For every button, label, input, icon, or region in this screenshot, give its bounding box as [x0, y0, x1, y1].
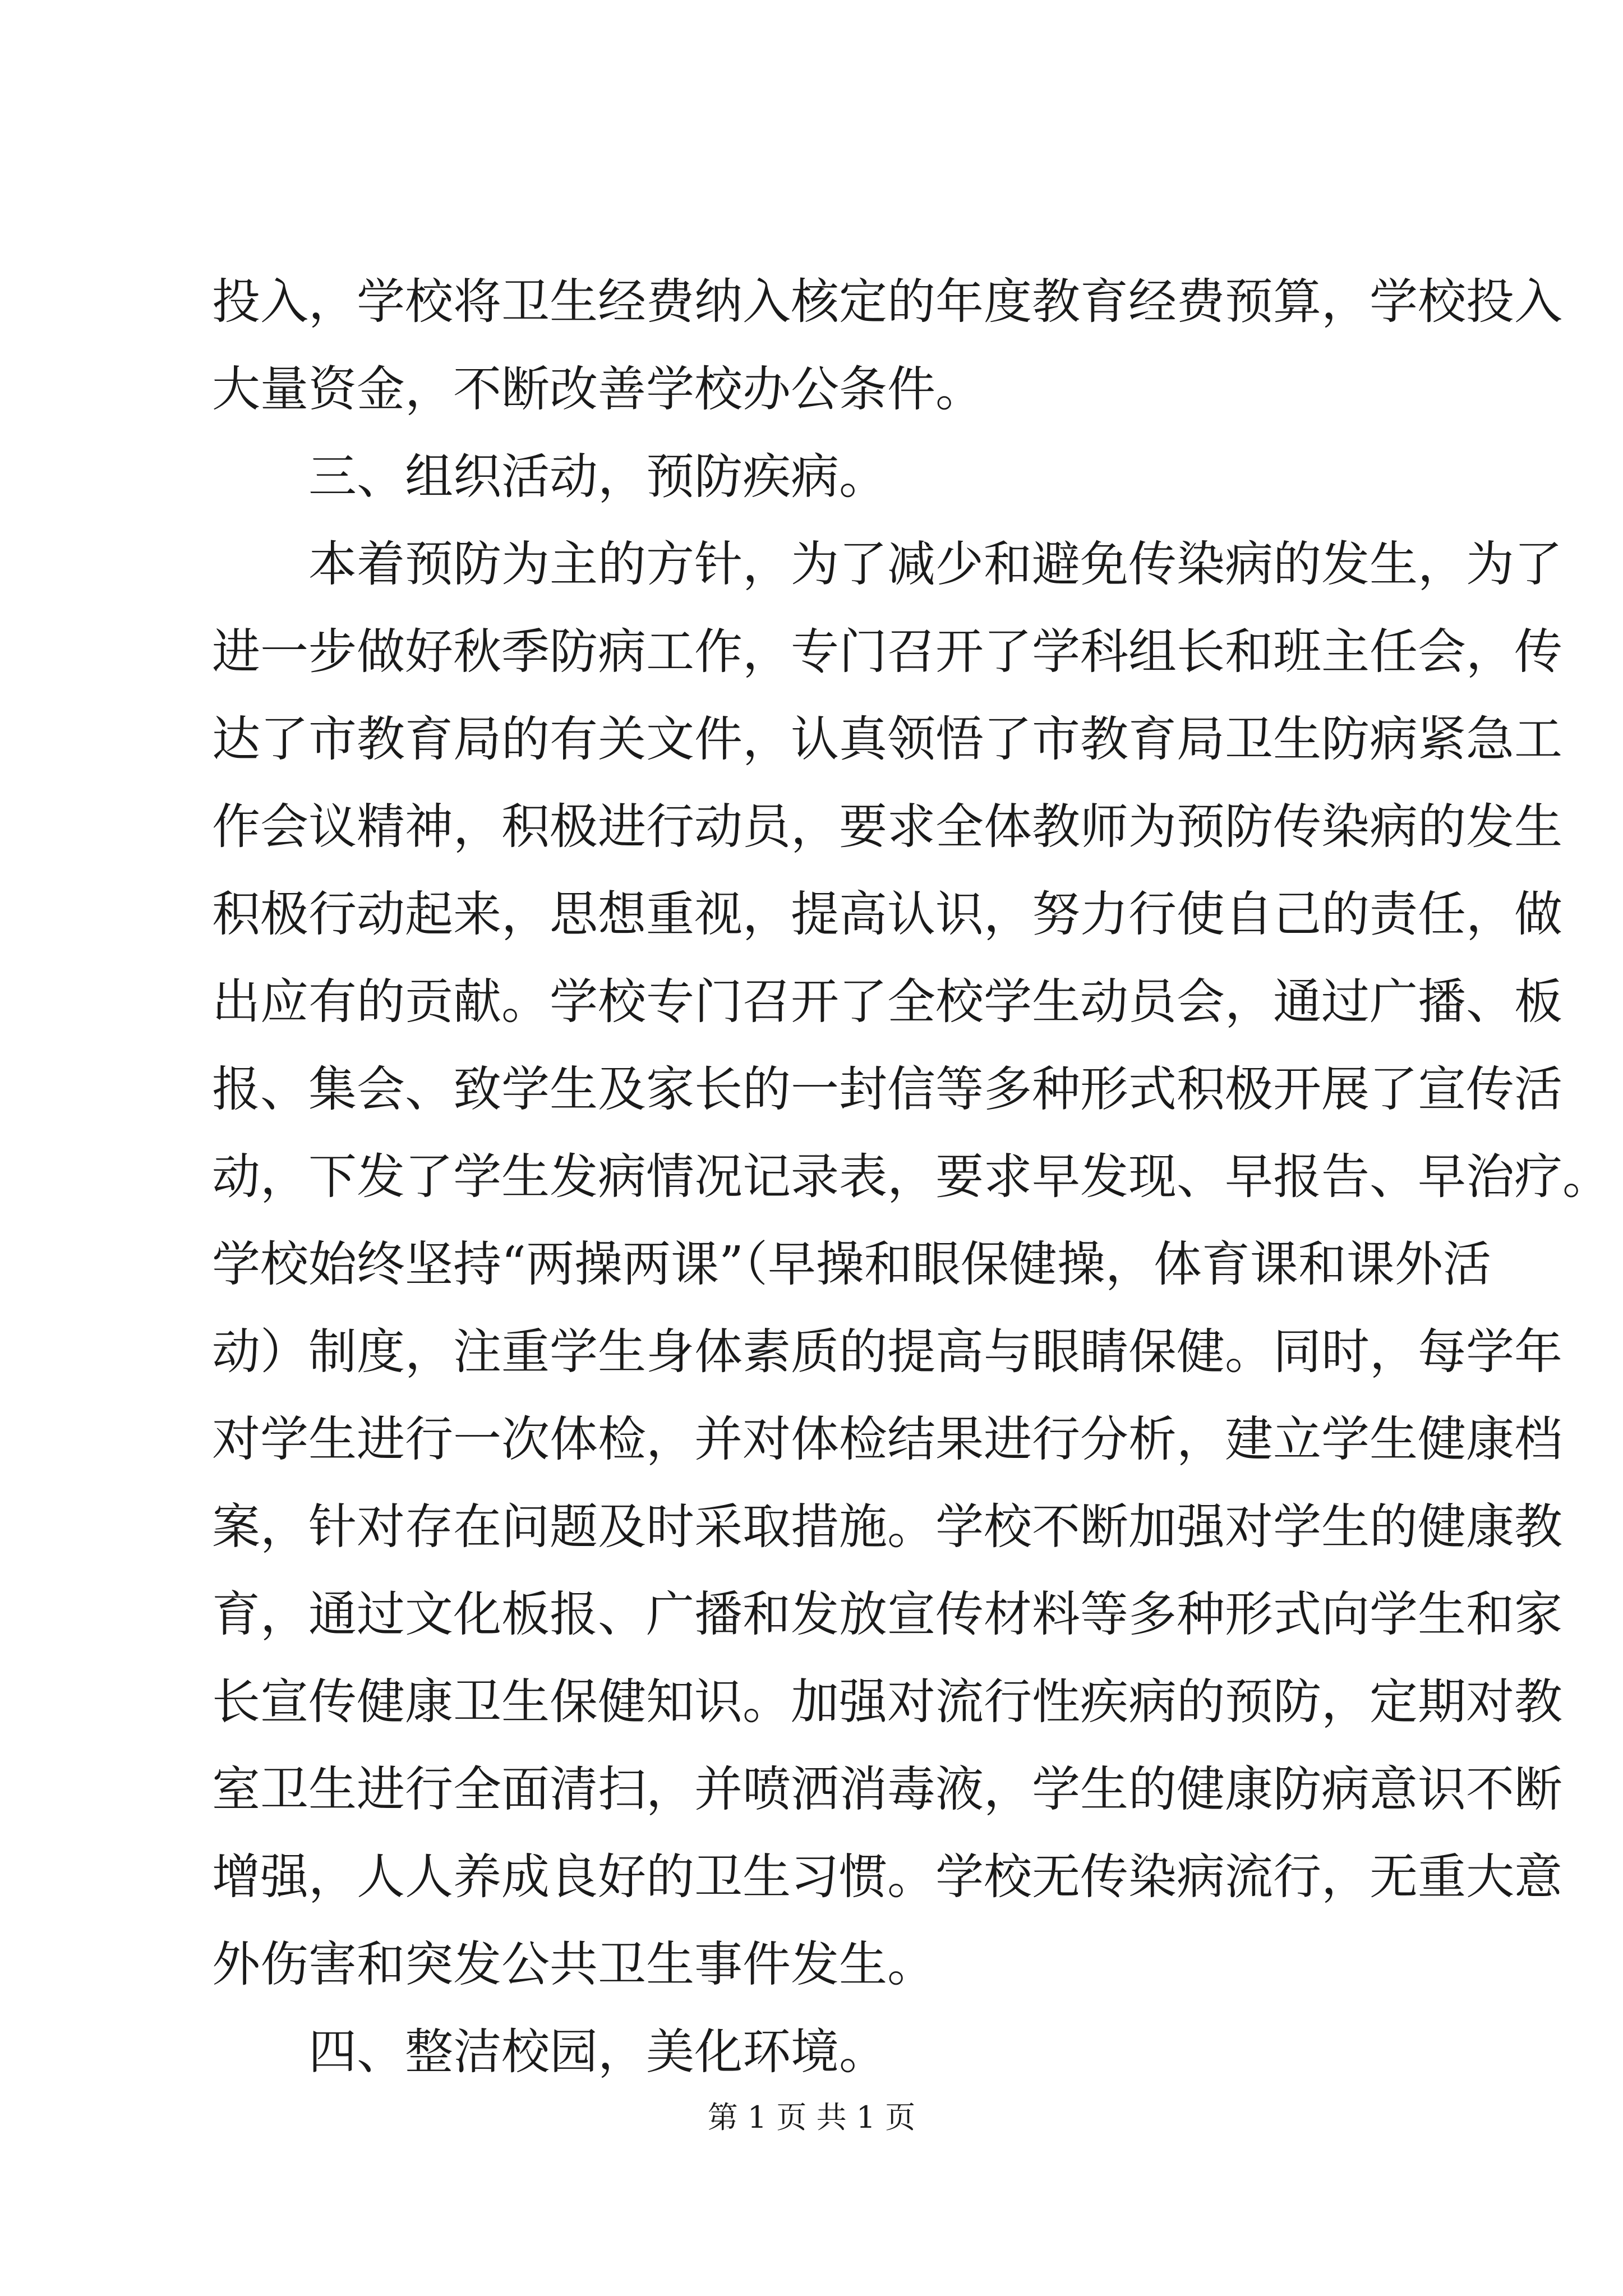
- text-line: 案，针对存在问题及时采取措施。学校不断加强对学生的健康教: [212, 1499, 1562, 1555]
- page-footer: 第 1 页 共 1 页: [707, 2100, 916, 2135]
- text-line: 育，通过文化板报、广播和发放宣传材料等多种形式向学生和家: [212, 1586, 1562, 1642]
- text-line: 动）制度，注重学生身体素质的提高与眼睛保健。同时，每学年: [212, 1324, 1562, 1380]
- document-body: [212, 258, 1611, 2096]
- paragraph-disease-prevention: [212, 521, 1611, 2008]
- text-line: 达了市教育局的有关文件，认真领悟了市教育局卫生防病紧急工: [212, 711, 1562, 767]
- text-line: 学校始终坚持“两操两课”（早操和眼保健操，体育课和课外活: [212, 1236, 1491, 1292]
- paragraph-budget: [212, 258, 1562, 433]
- text-line: 报、集会、致学生及家长的一封信等多种形式积极开展了宣传活: [212, 1061, 1562, 1117]
- section-heading-3: [212, 433, 1419, 521]
- text-line: 对学生进行一次体检，并对体检结果进行分析，建立学生健康档: [212, 1411, 1562, 1467]
- text-line: 动，下发了学生发病情况记录表，要求早发现、早报告、早治疗。: [212, 1149, 1611, 1205]
- text-line: 室卫生进行全面清扫，并喷洒消毒液，学生的健康防病意识不断: [212, 1761, 1562, 1818]
- heading-line: 三、组织活动，预防疾病。: [308, 449, 887, 505]
- text-line: 投入，学校将卫生经费纳入核定的年度教育经费预算，学校投入: [212, 274, 1562, 330]
- section-heading-4: [212, 2008, 1419, 2096]
- text-line: 积极行动起来，思想重视，提高认识，努力行使自己的责任，做: [212, 886, 1562, 942]
- text-line: 长宣传健康卫生保健知识。加强对流行性疾病的预防，定期对教: [212, 1674, 1562, 1730]
- text-line: 大量资金，不断改善学校办公条件。: [212, 361, 984, 417]
- text-line: 进一步做好秋季防病工作，专门召开了学科组长和班主任会，传: [212, 624, 1562, 680]
- text-line: 增强，人人养成良好的卫生习惯。学校无传染病流行，无重大意: [212, 1849, 1562, 1905]
- text-line: 外伤害和突发公共卫生事件发生。: [212, 1936, 935, 1993]
- text-line: 出应有的贡献。学校专门召开了全校学生动员会，通过广播、板: [212, 974, 1562, 1030]
- text-line: 本着预防为主的方针，为了减少和避免传染病的发生，为了: [308, 536, 1562, 592]
- heading-line: 四、整洁校园，美化环境。: [308, 2024, 887, 2080]
- text-line: 作会议精神，积极进行动员，要求全体教师为预防传染病的发生: [212, 799, 1562, 855]
